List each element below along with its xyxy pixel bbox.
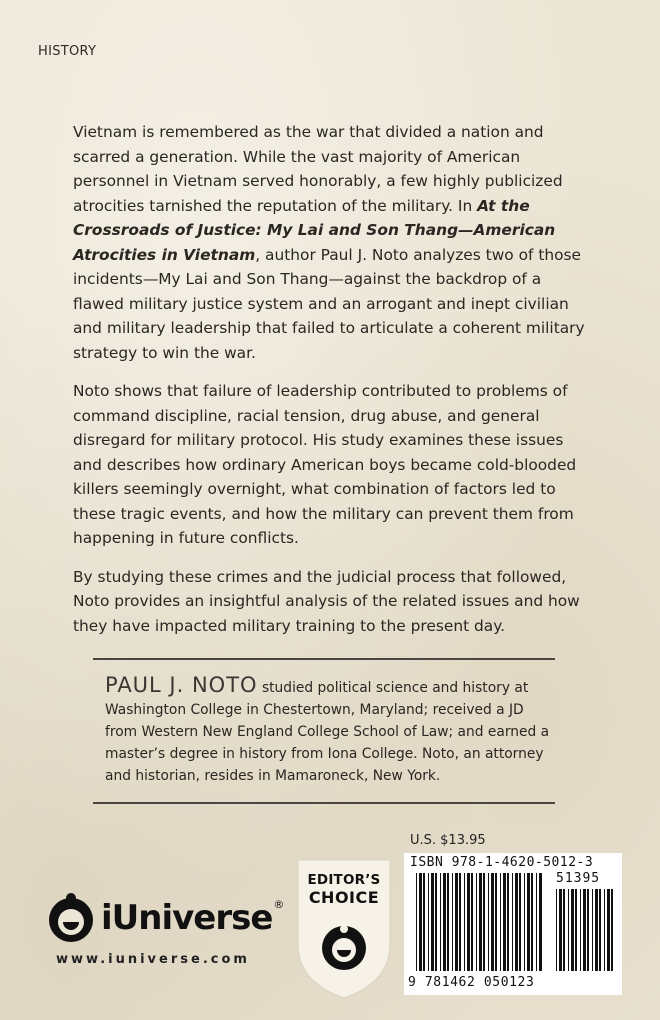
publisher-name-text: iUniverse [101,898,273,938]
author-bio-text: studied political science and history at Washington College in Chestertown, Maryland; received a JD from Western New England College School of Law; and earned a master’s degree in history from Iona College. Noto, an attorney and historian, resides in Mamaroneck, New York. [105,680,550,784]
isbn-barcode [404,853,622,995]
author-bio-box [93,658,555,804]
book-title: At the Crossroads of Justice: My Lai and Son Thang—American Atrocities in Vietnam [73,196,556,264]
blurb-p1-start: Vietnam is remembered as the war that divided a nation and scarred a generation. While the vast majority of American personnel in Vietnam served honorably, a few highly publicized atrocities tarnished the reputation of the military. In [73,123,563,215]
blurb-paragraph-1 [73,120,593,365]
category-label: HISTORY [38,44,97,59]
iuniverse-logo-icon [45,892,97,944]
ean-digits: 9 781462 050123 [408,975,535,990]
editors-choice-badge [290,852,398,1002]
blurb-paragraph-3: By studying these crimes and the judicial process that followed, Noto provides an insightful analysis of the related issues and how they have impacted military training to the present day. [73,567,580,635]
publisher-logo [45,892,283,944]
badge-line-2: CHOICE [308,888,380,907]
registered-mark: ® [273,898,284,911]
author-name: PAUL J. NOTO [105,673,258,697]
publisher-website[interactable]: www.iuniverse.com [56,952,250,967]
badge-line-1: EDITOR’S [307,872,381,888]
back-cover-blurb [73,120,593,652]
barcode-bars-icon [404,853,622,995]
isbn-number: ISBN 978-1-4620-5012-3 [410,855,594,870]
blurb-paragraph-2: Noto shows that failure of leadership contributed to problems of command discipline, racial tension, drug abuse, and general disregard for military protocol. His study examines these issues and describes how ordinary American boys became cold-blooded killers seemingly overnight, what combination of factors led to these tragic events, and how the military can prevent them from happening in future conflicts. [73,382,577,547]
price-addon-digits: 51395 [556,871,601,886]
blurb-p1-end: , author Paul J. Noto analyzes two of those incidents—My Lai and Son Thang—against the backdrop of a flawed military justice system and an arrogant and inept civilian and military leadership that failed to articulate a coherent military strategy to win the war. [73,245,585,362]
price-label: U.S. $13.95 [410,833,486,848]
publisher-name [101,898,283,938]
author-bio [105,674,555,787]
badge-text [290,872,398,906]
